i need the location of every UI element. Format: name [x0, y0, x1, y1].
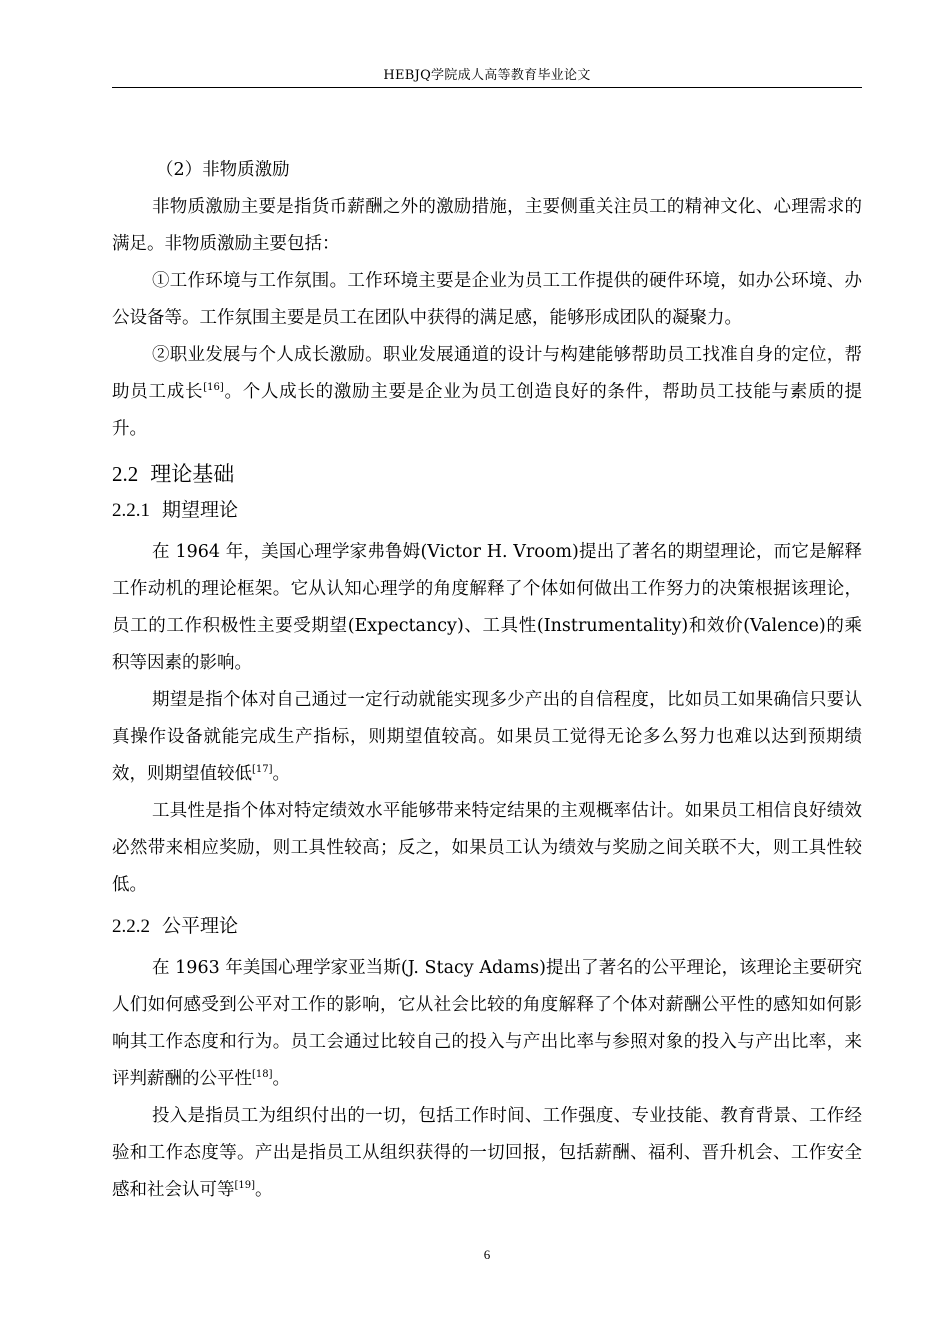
text-segment: 。 — [272, 764, 291, 784]
subsection-number: 2.2.1 — [112, 500, 150, 521]
subsection-number: 2.2.2 — [112, 916, 150, 937]
paragraph-non-material-intro: 非物质激励主要是指货币薪酬之外的激励措施，主要侧重关注员工的精神文化、心理需求的满足。非物质激励主要包括： — [112, 197, 862, 254]
text-segment: 。个人成长的激励主要是企业为员工创造良好的条件，帮助员工技能与素质的提升。 — [112, 382, 863, 439]
text-segment: ②职业发展与个人成长激励。职业发展通道的设计与构建能够帮助员工找准自身的定位，帮助员工成长 — [112, 345, 862, 402]
subsection-heading-equity — [112, 914, 862, 939]
citation-ref: [18] — [252, 1069, 273, 1080]
sub-heading-non-material: （2）非物质激励 — [156, 160, 290, 180]
paragraph-inputs-outputs — [112, 1098, 862, 1209]
citation-ref: [19] — [234, 1180, 256, 1191]
page-body — [112, 152, 862, 1209]
subsection-title: 期望理论 — [162, 499, 239, 521]
paragraph-instrumentality: 工具性是指个体对特定绩效水平能够带来特定结果的主观概率估计。如果员工相信良好绩效必然带来相应奖励，则工具性较高；反之，如果员工认为绩效与奖励之间关联不大，则工具性较低。 — [112, 801, 862, 895]
paragraph-career-growth — [112, 337, 862, 448]
subsection-title: 公平理论 — [162, 915, 239, 937]
subsection-heading-expectancy — [112, 498, 862, 523]
page-number: 6 — [483, 1247, 491, 1262]
paragraph-vroom: 在 1964 年，美国心理学家弗鲁姆(Victor H. Vroom)提出了著名的期望理论，而它是解释工作动机的理论框架。它从认知心理学的角度解释了个体如何做出工作努力的决策根据该理论，员工的工作积极性主要受期望(Expectancy)、工具性(Instrumentality)和效价(Valence)的乘积等因素的影响。 — [112, 542, 862, 673]
text-segment: 期望是指个体对自己通过一定行动就能实现多少产出的自信程度，比如员工如果确信只要认真操作设备就能完成生产指标，则期望值较高。如果员工觉得无论多么努力也难以达到预期绩效，则期望值较低 — [112, 690, 862, 784]
paragraph-work-environment: ①工作环境与工作氛围。工作环境主要是企业为员工工作提供的硬件环境，如办公环境、办公设备等。工作氛围主要是员工在团队中获得的满足感，能够形成团队的凝聚力。 — [112, 271, 862, 328]
text-segment: 。 — [272, 1069, 291, 1089]
text-segment: 在 1963 年美国心理学家亚当斯(J. Stacy Adams)提出了著名的公平理论，该理论主要研究人们如何感受到公平对工作的影响，它从社会比较的角度解释了个体对薪酬公平性的感知如何影响其工作态度和行为。员工会通过比较自己的投入与产出比率与参照对象的投入与产出比率，来评判薪酬的公平性 — [112, 958, 862, 1089]
citation-ref: [16] — [203, 382, 224, 393]
section-heading-theory — [112, 462, 862, 486]
header-divider — [112, 87, 862, 88]
text-segment: 投入是指员工为组织付出的一切，包括工作时间、工作强度、专业技能、教育背景、工作经验和工作态度等。产出是指员工从组织获得的一切回报，包括薪酬、福利、晋升机会、工作安全感和社会认可等 — [112, 1106, 862, 1200]
running-header: HEBJQ学院成人高等教育毕业论文 — [383, 68, 591, 83]
citation-ref: [17] — [252, 764, 273, 775]
paragraph-adams — [112, 950, 862, 1098]
section-number: 2.2 — [112, 462, 139, 486]
text-segment: 。 — [255, 1180, 273, 1200]
paragraph-expectancy — [112, 682, 862, 793]
section-title: 理论基础 — [150, 462, 235, 486]
